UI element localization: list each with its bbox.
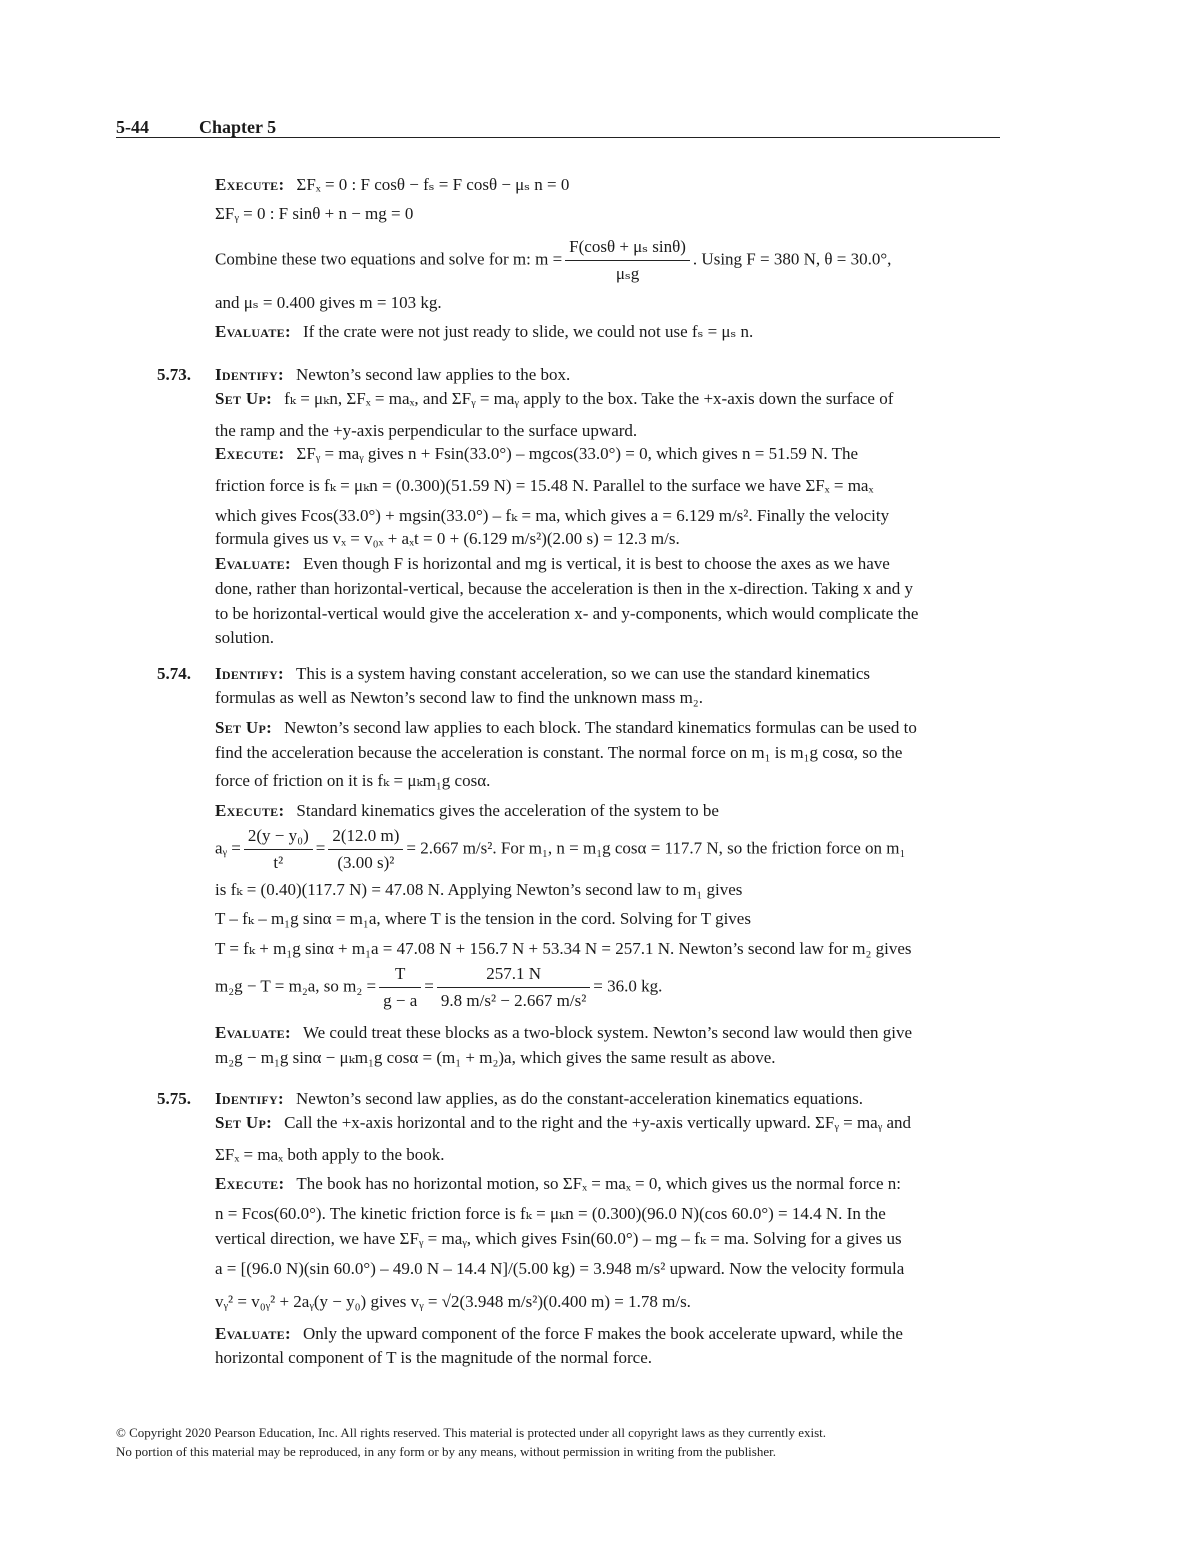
execute-label: Execute:: [215, 444, 285, 463]
p75-setup-text: Call the +x-axis horizontal and to the right and the +y-axis vertically upward. ΣFᵧ = maᵧ and: [284, 1113, 912, 1132]
prev-exec-1-text: ΣFₓ = 0 : F cosθ − fₛ = F cosθ − μₛ n = 0: [296, 175, 570, 194]
p75-execute-line-1: [215, 1174, 901, 1194]
evaluate-label: Evaluate:: [215, 554, 291, 573]
copyright-line-2: No portion of this material may be reproduced, in any form or by any means, without permission in writing from the publisher.: [116, 1444, 776, 1459]
p75-execute-line-3: vertical direction, we have ΣFᵧ = maᵧ, which gives Fsin(60.0°) – mg – fₖ = ma. Solving for a gives us: [215, 1229, 902, 1248]
fraction-numerator: F(cosθ + μₛ sinθ): [565, 236, 690, 261]
fraction-denominator: t²: [273, 853, 284, 872]
tension-fraction: [379, 963, 421, 1012]
p73-identify-text: Newton’s second law applies to the box.: [295, 365, 571, 384]
p74-identify-line-1: [215, 664, 870, 684]
p73-execute-line-4: formula gives us vₓ = v₀ₓ + aₓt = 0 + (6.129 m/s²)(2.00 s) = 12.3 m/s.: [215, 529, 680, 548]
copyright-line-1: © Copyright 2020 Pearson Education, Inc. All rights reserved. This material is protected under all copyright laws as they currently exist.: [116, 1425, 827, 1440]
prev-gives-line: and μₛ = 0.400 gives m = 103 kg.: [215, 293, 442, 312]
p74-setup-line-3: force of friction on it is fₖ = μₖm₁g cosα.: [215, 771, 491, 790]
p75-execute-line-5: vᵧ² = v₀ᵧ² + 2aᵧ(y − y₀) gives vᵧ = √2(3.948 m/s²)(0.400 m) = 1.78 m/s.: [215, 1292, 691, 1311]
p75-identify-text: Newton’s second law applies, as do the constant-acceleration kinematics equations.: [295, 1089, 863, 1108]
p74-identify-text: This is a system having constant acceleration, so we can use the standard kinematics: [295, 664, 871, 683]
p73-evaluate-line-4: solution.: [215, 628, 275, 647]
p73-evaluate-line-2: done, rather than horizontal-vertical, because the acceleration is then in the x-direction. Taking x and y: [215, 579, 914, 598]
p73-execute-line-2: friction force is fₖ = μₖn = (0.300)(51.59 N) = 15.48 N. Parallel to the surface we have ΣFₓ = maₓ: [215, 476, 874, 495]
p75-exec-1-text: The book has no horizontal motion, so ΣFₓ = maₓ = 0, which gives us the normal force n:: [296, 1174, 901, 1193]
prev-using-text: . Using F = 380 N, θ = 30.0°,: [692, 249, 892, 269]
p74-acceleration-line: [215, 825, 905, 874]
ay-label: aᵧ =: [215, 838, 241, 858]
setup-label: Set Up:: [215, 1113, 273, 1132]
fraction-numerator: 257.1 N: [437, 963, 590, 988]
prev-execute-line-2: ΣFᵧ = 0 : F sinθ + n − mg = 0: [215, 204, 414, 223]
p73-exec-1-text: ΣFᵧ = maᵧ gives n + Fsin(33.0°) – mgcos(33.0°) = 0, which gives n = 51.59 N. The: [296, 444, 859, 463]
page-number: 5-44: [116, 117, 149, 137]
p75-evaluate-line-2: horizontal component of T is the magnitude of the normal force.: [215, 1348, 653, 1367]
p73-setup-text: fₖ = μₖn, ΣFₓ = maₓ, and ΣFᵧ = maᵧ apply to the box. Take the +x-axis down the surface of: [284, 389, 894, 408]
problem-number-5-75: 5.75.: [157, 1089, 191, 1108]
execute-label: Execute:: [215, 1174, 285, 1193]
p75-setup-line-2: ΣFₓ = maₓ both apply to the book.: [215, 1145, 445, 1164]
evaluate-label: Evaluate:: [215, 1023, 291, 1042]
p75-execute-line-2: n = Fcos(60.0°). The kinetic friction force is fₖ = μₖn = (0.300)(96.0 N)(cos 60.0°) = 14.4 N. In the: [215, 1204, 886, 1223]
p73-execute-line-1: [215, 444, 858, 464]
problem-number-5-74: 5.74.: [157, 664, 191, 683]
p75-eval-1-text: Only the upward component of the force F makes the book accelerate upward, while the: [302, 1324, 903, 1343]
p74-exec-1-text: Standard kinematics gives the acceleration of the system to be: [296, 801, 719, 820]
identify-label: Identify:: [215, 365, 284, 384]
fraction-denominator: g − a: [383, 991, 418, 1010]
prev-mass-fraction: [565, 236, 690, 285]
p74-exec-2-tail: = 2.667 m/s². For m₁, n = m₁g cosα = 117.7 N, so the friction force on m₁: [406, 838, 906, 858]
chapter-title: Chapter 5: [199, 117, 277, 137]
p74-execute-line-4: T – fₖ – m₁g sinα = m₁a, where T is the tension in the cord. Solving for T gives: [215, 909, 751, 928]
p74-identify-line-2: formulas as well as Newton’s second law to find the unknown mass m₂.: [215, 688, 703, 707]
p73-setup-line-2: the ramp and the +y-axis perpendicular to the surface upward.: [215, 421, 638, 440]
fraction-numerator: 2(y − y₀): [244, 825, 313, 850]
evaluate-label: Evaluate:: [215, 322, 291, 341]
fraction-numerator: 2(12.0 m): [328, 825, 403, 850]
fraction-denominator: 9.8 m/s² − 2.667 m/s²: [440, 991, 587, 1010]
prev-evaluate-text: If the crate were not just ready to slide, we could not use fₛ = μₛ n.: [302, 322, 754, 341]
setup-label: Set Up:: [215, 389, 273, 408]
fraction-denominator: μₛg: [615, 264, 640, 283]
prev-combine-text: Combine these two equations and solve for m: m =: [215, 249, 563, 269]
p73-evaluate-line-1: [215, 554, 890, 574]
fraction-denominator: (3.00 s)²: [337, 853, 395, 872]
p73-eval-1-text: Even though F is horizontal and mg is vertical, it is best to choose the axes as we have: [302, 554, 890, 573]
p73-setup-line-1: [215, 389, 893, 409]
p74-mass-line: [215, 963, 662, 1012]
evaluate-label: Evaluate:: [215, 1324, 291, 1343]
p74-setup-text: Newton’s second law applies to each block. The standard kinematics formulas can be used to: [284, 718, 917, 737]
p75-execute-line-4: a = [(96.0 N)(sin 60.0°) – 49.0 N – 14.4 N]/(5.00 kg) = 3.948 m/s² upward. Now the velocity formula: [215, 1259, 905, 1278]
p73-execute-line-3: which gives Fcos(33.0°) + mgsin(33.0°) – fₖ = ma, which gives a = 6.129 m/s². Finally the velocity: [215, 506, 890, 525]
p74-eval-1-text: We could treat these blocks as a two-block system. Newton’s second law would then give: [302, 1023, 913, 1042]
p74-exec-6-lead: m₂g − T = m₂a, so m₂ =: [215, 976, 377, 996]
identify-label: Identify:: [215, 664, 284, 683]
p75-evaluate-line-1: [215, 1324, 903, 1344]
mass-numeric-fraction: [437, 963, 590, 1012]
p75-setup-line-1: [215, 1113, 911, 1133]
p74-setup-line-1: [215, 718, 917, 738]
equals-sign: =: [424, 976, 434, 996]
problem-number-5-73: 5.73.: [157, 365, 191, 384]
setup-label: Set Up:: [215, 718, 273, 737]
p74-execute-line-3: is fₖ = (0.40)(117.7 N) = 47.08 N. Applying Newton’s second law to m₁ gives: [215, 880, 743, 899]
execute-label: Execute:: [215, 801, 285, 820]
p74-execute-line-1: [215, 801, 719, 821]
header-rule: [116, 137, 1000, 138]
p74-evaluate-line-2: m₂g − m₁g sinα − μₖm₁g cosα = (m₁ + m₂)a, which gives the same result as above.: [215, 1048, 776, 1067]
equals-sign: =: [315, 838, 326, 858]
prev-combine-line: [215, 236, 891, 285]
identify-label: Identify:: [215, 1089, 284, 1108]
numeric-fraction: [328, 825, 403, 874]
execute-label: Execute:: [215, 175, 285, 194]
p74-execute-line-5: T = fₖ + m₁g sinα + m₁a = 47.08 N + 156.7 N + 53.34 N = 257.1 N. Newton’s second law for m₂ gives: [215, 939, 912, 958]
p74-exec-6-tail: = 36.0 kg.: [593, 976, 663, 996]
p75-identify-line: [215, 1089, 863, 1109]
prev-evaluate-line: [215, 322, 753, 342]
p73-identify-line: [215, 365, 570, 385]
prev-execute-line-1: [215, 175, 569, 195]
p73-evaluate-line-3: to be horizontal-vertical would give the acceleration x- and y-components, which would complicate the: [215, 604, 919, 623]
kinematics-fraction: [244, 825, 313, 874]
p74-setup-line-2: find the acceleration because the acceleration is constant. The normal force on m₁ is m₁g cosα, so the: [215, 743, 903, 762]
p74-evaluate-line-1: [215, 1023, 912, 1043]
fraction-numerator: T: [379, 963, 421, 988]
